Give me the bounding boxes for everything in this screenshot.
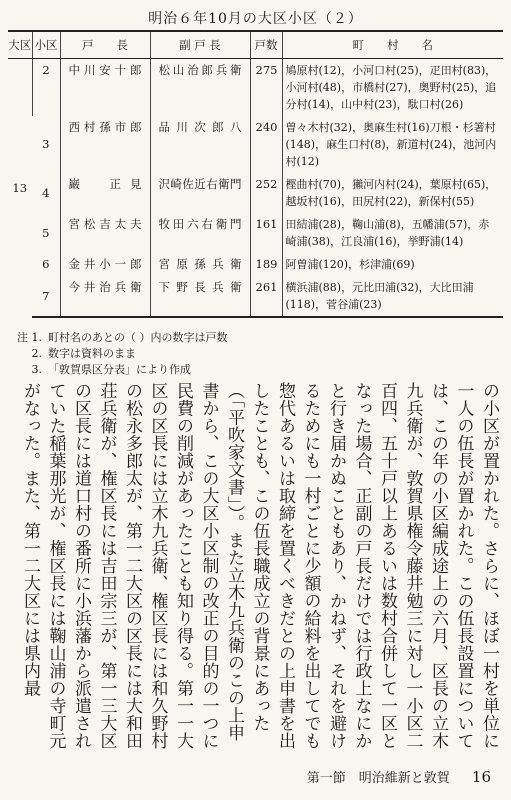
- kosu-cell: 161: [250, 213, 282, 253]
- note-text: 町村名のあとの（ ）内の数字は戸数: [48, 331, 228, 344]
- kocho-cell: 西村孫市郎: [60, 116, 150, 173]
- daiku-cell: 13: [12, 180, 28, 195]
- villages-cell: 樫曲村(70)，獺河内村(24)，葉原村(65)，越坂村(16)，田尻村(22)，新保村(55): [282, 173, 503, 213]
- note-mark: 3.: [31, 363, 42, 376]
- page-number: 16: [471, 768, 491, 786]
- note-mark: 2.: [31, 347, 42, 360]
- body-text: [16, 382, 501, 752]
- fuku-cell: 沢崎佐近右衛門: [150, 173, 250, 213]
- col-header-daiku: 大区: [8, 31, 32, 59]
- note-item: [12, 346, 492, 362]
- body-paragraph: の小区が置かれた。さらに、ほぼ一村を単位に一人の伍長が置かれた。この伍長設置については、この年の小区編成途上の六月、区長の立木九兵衛が、敦賀県権令藤井勉三に対し一小区二百四、五十戸以上あるいは数村合併して一区となった場合、正副の戸長だけでは行政上なにかと行き届かぬこともあり、かねず、それを避けるためにも一村ごとに少額の給料を出してでも惣代あるいは取締を置くべきだとの上申書を出したことも、この伍長職成立の背景にあった（「平吹家文書」）。また立木九兵衛のこの上申書から、この大区小区制の改正の目的の一つに民費の削減があったことも知り得る。第一一大区の区長には立木九兵衛、権区長には和久野村の松永多郎太が、第一二大区の区長には大和田荘兵衛が、権区長には吉田宗三が、第一三大区の区長には道口村の番所に小浜藩から派遣されていた稲葉那光が、権区長には鞠山浦の寺町元がなった。また、第一二大区には県内最: [20, 382, 499, 750]
- kocho-cell: 今井治兵衛: [60, 276, 150, 317]
- fuku-cell: 下野長兵衛: [150, 276, 250, 317]
- villages-cell: 横浜浦(88)，元比田浦(32)，大比田浦(118)，菅谷浦(23): [282, 276, 503, 317]
- shoku-cell: 7: [32, 276, 60, 317]
- fuku-cell: 牧田六右衛門: [150, 213, 250, 253]
- villages-cell: 鳩原村(12)，小河口村(25)，疋田村(83)，小河村(48)，市橋村(27)，奥野村(25)，追分村(14)，山中村(23)，駄口村(26): [282, 59, 503, 117]
- table-notes: [12, 330, 492, 378]
- fuku-cell: 宮原孫兵衛: [150, 253, 250, 276]
- villages-cell: 阿曽浦(120)，杉津浦(69): [282, 253, 503, 276]
- col-header-fukukocho: 副 戸 長: [150, 31, 250, 59]
- district-table: [8, 30, 503, 318]
- section-title: 第一節 明治維新と敦賀: [306, 771, 450, 786]
- table-row: [8, 59, 503, 117]
- kosu-cell: 252: [250, 173, 282, 213]
- kosu-cell: 240: [250, 116, 282, 173]
- villages-cell: 田結浦(28)，鞠山浦(8)，五幡浦(57)，赤崎浦(38)，江良浦(16)，挙野浦(14): [282, 213, 503, 253]
- table-row: [8, 213, 503, 253]
- table-title: 明治６年10月の大区小区（２）: [148, 11, 363, 27]
- kosu-cell: 261: [250, 276, 282, 317]
- shoku-cell: 4: [42, 185, 50, 200]
- kocho-cell: 中川安十郎: [60, 59, 150, 117]
- kocho-cell: 宮松吉太夫: [60, 213, 150, 253]
- table-row: [8, 116, 503, 173]
- note-item: [12, 362, 492, 378]
- col-header-kocho: 戸 長: [60, 31, 150, 59]
- table-row: [8, 253, 503, 276]
- kosu-cell: 275: [250, 59, 282, 117]
- note-mark: 注 1.: [17, 331, 42, 344]
- note-text: 数字は資料のまま: [48, 347, 136, 360]
- shoku-cell: 2: [32, 59, 60, 117]
- fuku-cell: 品川次郎八: [150, 116, 250, 173]
- col-header-kosu: 戸数: [250, 31, 282, 59]
- shoku-cell: 5: [42, 225, 50, 240]
- fuku-cell: 松山治郎兵衛: [150, 59, 250, 117]
- kocho-cell: 金井小一郎: [60, 253, 150, 276]
- table-row: [8, 276, 503, 317]
- table-header-row: [8, 31, 503, 59]
- note-item: [12, 330, 492, 346]
- note-text: 「敦賀県区分表」により作成: [48, 363, 191, 376]
- shoku-cell: 3: [42, 137, 50, 151]
- shoku-cell: 6: [42, 257, 50, 271]
- villages-cell: 曽々木村(32)，奥麻生村(16)刀根・杉箸村(148)，麻生口村(8)，新道村(24)，池河内村(12): [282, 116, 503, 173]
- kosu-cell: 189: [250, 253, 282, 276]
- col-header-villages: 町 村 名: [282, 31, 503, 59]
- col-header-shoku: 小区: [32, 31, 60, 59]
- page-footer: [307, 767, 491, 786]
- kocho-cell: 巌 正見: [60, 173, 150, 213]
- table-row: [8, 173, 503, 213]
